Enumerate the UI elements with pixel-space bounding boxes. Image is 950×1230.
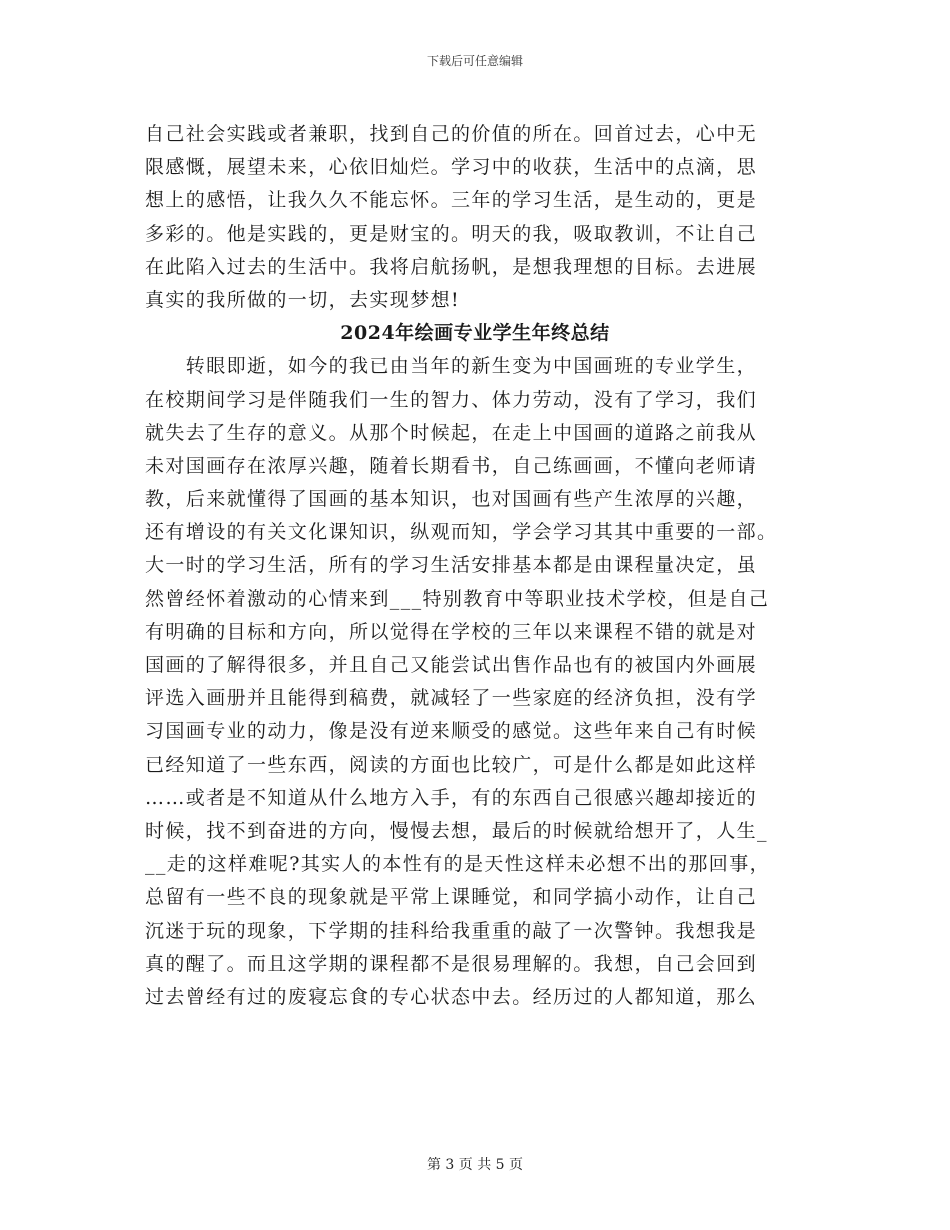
text-line: 在校期间学习是伴随我们一生的智力、体力劳动，没有了学习，我们 — [145, 388, 758, 411]
text-line: 沉迷于玩的现象，下学期的挂科给我重重的敲了一次警钟。我想我是 — [145, 919, 758, 942]
page-header: 下载后可任意编辑 — [426, 54, 523, 68]
intro-paragraph — [145, 118, 805, 317]
text-line: 未对国画存在浓厚兴趣，随着长期看书，自己练画画，不懂向老师请 — [145, 454, 758, 477]
text-line: 就失去了生存的意义。从那个时候起，在走上中国画的道路之前我从 — [145, 421, 758, 444]
text-line: 多彩的。他是实践的，更是财宝的。明天的我，吸取教训，不让自己 — [145, 222, 758, 245]
text-line: 已经知道了一些东西，阅读的方面也比较广，可是什么都是如此这样 — [145, 753, 758, 776]
text-line: 有明确的目标和方向，所以觉得在学校的三年以来课程不错的就是对 — [145, 620, 758, 643]
text-line: 过去曾经有过的废寝忘食的专心状态中去。经历过的人都知道，那么 — [145, 985, 758, 1008]
text-line: 真实的我所做的一切，去实现梦想! — [145, 288, 461, 311]
text-line: 想上的感悟，让我久久不能忘怀。三年的学习生活，是生动的，更是 — [145, 189, 758, 212]
text-line: 习国画专业的动力，像是没有逆来顺受的感觉。这些年来自己有时候 — [145, 720, 758, 743]
text-line: 总留有一些不良的现象就是平常上课睡觉，和同学搞小动作，让自己 — [145, 886, 758, 909]
text-line: 还有增设的有关文化课知识，纵观而知，学会学习其其中重要的一部。 — [145, 521, 778, 544]
text-line: 教，后来就懂得了国画的基本知识，也对国画有些产生浓厚的兴趣， — [145, 488, 758, 511]
text-line: ……或者是不知道从什么地方入手，有的东西自己很感兴趣却接近的 — [145, 786, 758, 809]
main-paragraph — [145, 350, 805, 1014]
text-line: 在此陷入过去的生活中。我将启航扬帆，是想我理想的目标。去进展 — [145, 255, 758, 278]
text-line: __走的这样难呢?其实人的本性有的是天性这样未必想不出的那回事， — [145, 853, 770, 876]
text-line: 大一时的学习生活，所有的学习生活安排基本都是由课程量决定，虽 — [145, 554, 758, 577]
text-line: 时候，找不到奋进的方向，慢慢去想，最后的时候就给想开了，人生_ — [145, 819, 768, 842]
page-footer: 第 3 页 共 5 页 — [426, 1157, 524, 1173]
text-line: 然曾经怀着激动的心情来到___特别教育中等职业技术学校，但是自己 — [145, 587, 770, 610]
text-line: 自己社会实践或者兼职，找到自己的价值的所在。回首过去，心中无 — [145, 123, 758, 145]
text-line: 评选入画册并且能得到稿费，就减轻了一些家庭的经济负担，没有学 — [145, 687, 758, 710]
text-line: 国画的了解得很多，并且自己又能尝试出售作品也有的被国内外画展 — [145, 654, 758, 676]
document-body — [145, 118, 805, 1014]
text-line: 真的醒了。而且这学期的课程都不是很易理解的。我想，自己会回到 — [145, 952, 758, 975]
text-line: 转眼即逝，如今的我已由当年的新生变为中国画班的专业学生， — [145, 355, 758, 378]
text-line: 限感慨，展望未来，心依旧灿烂。学习中的收获，生活中的点滴，思 — [145, 156, 758, 179]
section-title: 2024年绘画专业学生年终总结 — [340, 322, 610, 345]
